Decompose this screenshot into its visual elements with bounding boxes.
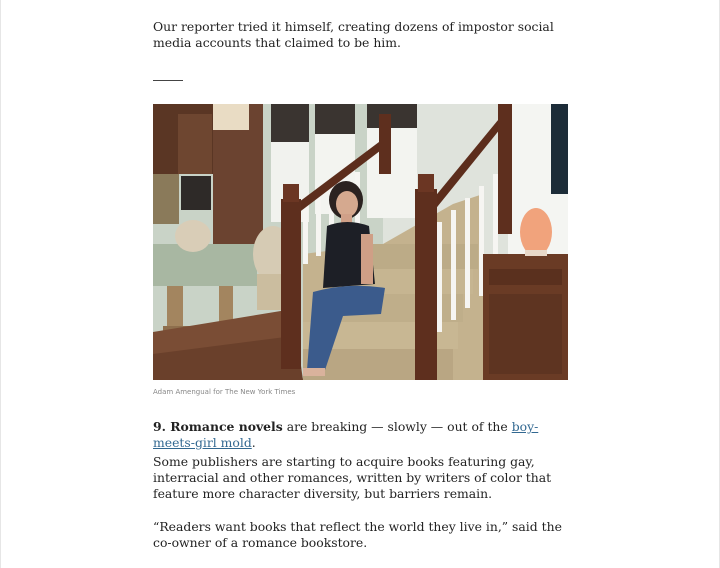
boy-meets-girl-link[interactable]: boy-meets-girl mold <box>153 419 539 450</box>
item-9-title: 9. Romance novels <box>153 419 283 434</box>
item-9-period: . <box>251 435 256 450</box>
page-frame-left <box>0 0 1 568</box>
section-divider <box>153 80 183 81</box>
article-photo <box>153 104 568 380</box>
item-9-paragraph <box>153 419 573 451</box>
intro-paragraph: Our reporter tried it himself, creating dozens of impostor social media accounts that claimed to be him. <box>153 19 554 50</box>
photo-caption: Adam Amengual for The New York Times <box>153 388 296 396</box>
item-9-text: are breaking — slowly — out of the <box>282 419 512 434</box>
quote-paragraph: “Readers want books that reflect the world they live in,” said the co-owner of a romance bookstore. <box>153 519 562 550</box>
publishers-paragraph: Some publishers are starting to acquire books featuring gay, interracial and other romances, written by writers of color that feature more character diversity, but barriers remain. <box>153 454 552 501</box>
